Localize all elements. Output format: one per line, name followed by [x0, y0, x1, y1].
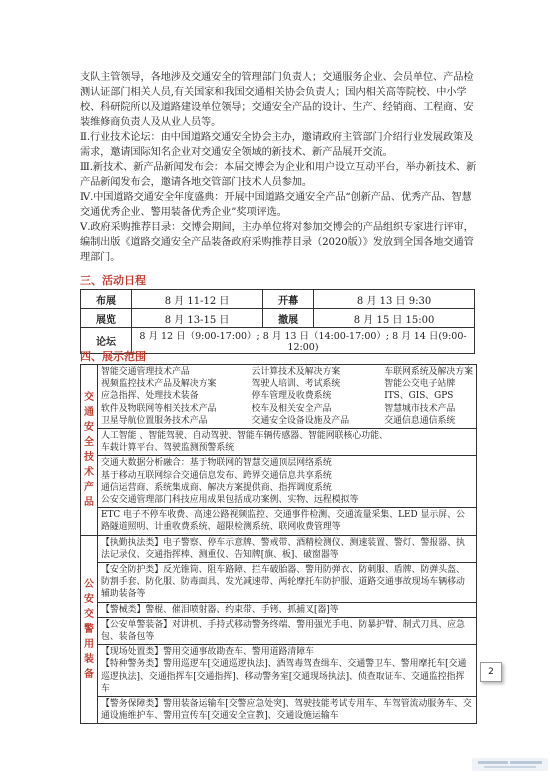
list-item: 云计算技术及解决方案 — [251, 367, 341, 377]
list-item: 视频监控技术产品及解决方案 — [101, 379, 217, 390]
list-item: 智能公交电子站牌 — [384, 379, 456, 390]
table-row — [81, 456, 477, 508]
watermark-logo — [470, 755, 550, 775]
list-column — [384, 366, 473, 427]
table-row — [81, 290, 475, 309]
table-row — [81, 617, 477, 644]
scope-line: 【特种警务类】警用巡逻车[交通巡逻执法]、酒驾毒驾查缉车、交通警卫车、警用摩托车[交通巡逻执法]、交通指挥车[交通指挥]、移动警务室[交通现场执法]、侦查取证车、交通监控指挥车 — [101, 659, 467, 694]
scope-cell: 【公安单警装备】对讲机、手持式移动警务终端、警用强光手电、防暴护臂、制式刀具、应急包、装备包等 — [98, 617, 477, 644]
schedule-value: 8 月 11-12 日 — [132, 290, 263, 309]
list-item: 智能交通管理技术产品 — [101, 367, 190, 377]
scope-cell: 【警械类】警棍、催泪喷射器、约束带、手铐、抓捕叉[器]等 — [98, 602, 477, 617]
schedule-table — [80, 289, 475, 354]
scope-cell — [98, 365, 477, 429]
list-item: 卫星导航位置服务技术产品 — [101, 415, 208, 426]
schedule-label: 布展 — [81, 290, 132, 309]
table-row — [81, 508, 477, 535]
scope-cell — [98, 456, 477, 508]
schedule-value: 8 月 15 日 15:00 — [314, 309, 475, 328]
scope-line: 基于移动互联网综合交通信息发布、跨界交通信息共享系统 — [101, 470, 332, 481]
paragraph: 支队主管领导，各地涉及交通安全的管理部门负责人；交通服务企业、会员单位、产品检测认证部门相关人员,有关国家和我国交通相关协会负责人；国内相关高等院校、中小学校、科研院所以及道路建设单位领导；交通安全产品的设计、生产、经销商、工程商、安装维修商负责人及从业人员等。 — [80, 72, 474, 128]
list-column — [252, 366, 350, 427]
page-number: 2 — [480, 662, 502, 682]
schedule-label: 展览 — [81, 309, 132, 328]
list-item: 校车及相关安全产品 — [251, 403, 332, 414]
schedule-value: 8 月 13-15 日 — [132, 309, 263, 328]
paragraph: Ⅴ.政府采购推荐目录：交博会期间，主办单位将对参加交博会的产品组织专家进行评审，编制出版《道路交通安全产品装备政府采购推荐目录（2020版）》发放到全国各地交通管理部门。 — [80, 222, 474, 263]
schedule-value: 8 月 13 日 9:30 — [314, 290, 475, 309]
section-heading-scope: 四、展示范围 — [80, 350, 146, 363]
scope-table — [80, 364, 477, 724]
list-item: 交通安全设备设施及产品 — [251, 415, 350, 426]
category-label: 交通安全技术产品 — [81, 365, 98, 536]
scope-line: 公安交通管理部门科技应用成果包括成功案例、实物、远程模拟等 — [101, 495, 359, 506]
scope-cell: ETC 电子不停车收费、高速公路视频监控、交通事件检测、交通流量采集、LED 显示屏、公路隧道照明、计重收费系统、超限检测系统、联网收费管理等 — [98, 508, 477, 535]
scope-cell — [98, 429, 477, 456]
scope-line: 通信运营商、系统集成商、解决方案提供商、指挥调度系统 — [101, 482, 332, 493]
schedule-label: 撤展 — [263, 309, 314, 328]
intro-text — [80, 70, 480, 265]
table-row — [81, 365, 477, 429]
list-item: 车联网系统及解决方案 — [384, 367, 473, 377]
list-item: 交通信息通信系统 — [384, 415, 456, 426]
list-item: 应急指挥、处理技术装备 — [101, 391, 199, 402]
table-row — [81, 309, 475, 328]
table-row — [81, 697, 477, 724]
three-column-list — [101, 366, 473, 427]
list-item: ITS、GIS、GPS — [384, 391, 454, 402]
scope-line: 车载计算平台、驾驶监测预警系统 — [101, 443, 235, 454]
table-row — [81, 535, 477, 562]
table-row — [81, 563, 477, 603]
scope-line: 人工智能 、智能驾驶、自动驾驶、智能车辆传感器、智能网联核心功能、 — [101, 431, 388, 442]
list-item: 驾驶人培训、考试系统 — [251, 379, 341, 390]
scope-cell: 【警务保障类】警用装备运输车[交警应急处突]、驾驶技能考试专用车、车驾管流动服务车、交通设施维护车、警用宣传车[交通安全宣教]、交通设施运输车 — [98, 697, 477, 724]
paragraph: Ⅲ.新技术、新产品新闻发布会：本届交博会为企业和用户设立互动平台，举办新技术、新产品新闻发布会，邀请各地交管部门技术人员参加。 — [80, 162, 477, 188]
schedule-label: 开幕 — [263, 290, 314, 309]
scope-cell: 【执勤执法类】电子警察、停车示意牌、警戒带、酒精检测仪、测速装置、警灯、警报器、执法记录仪、交通指挥棒、测重仪、告知牌[旗、板]、破窗器等 — [98, 535, 477, 562]
schedule-value: 8 月 12 日（9:00-17:00）; 8 月 13 日（14:00-17:00）; 8 月 14 日(9:00-12:00) — [132, 328, 475, 354]
paragraph: Ⅱ.行业技术论坛：由中国道路交通安全协会主办，邀请政府主管部门介绍行业发展政策及需求，邀请国际知名企业对交通安全领域的新技术、新产品展开交流。 — [80, 132, 474, 158]
scope-cell — [98, 645, 477, 697]
table-row — [81, 602, 477, 617]
list-item: 软件及物联网等相关技术产品 — [101, 403, 217, 414]
schedule-label: 论坛 — [81, 328, 132, 354]
category-label: 公安交警用装备 — [81, 535, 98, 724]
scope-cell: 【安全防护类】反光锥筒、阻车路障、拦车破胎器、警用防弹衣、防刺服、盾牌、防弹头盔、防割手套、防化服、防毒面具、发光减速带、两轮摩托车防护服、道路交通事故现场车辆移动辅助装备等 — [98, 563, 477, 603]
list-item: 停车管理及收费系统 — [251, 391, 332, 402]
table-row — [81, 429, 477, 456]
scope-line: 【现场处置类】警用交通事故勘查车、警用道路清障车 — [101, 647, 314, 658]
section-heading-schedule: 三、活动日程 — [80, 274, 146, 287]
scope-line: 交通大数据分析融合：基于物联网的智慧交通顶层网络系统 — [101, 458, 332, 469]
list-item: 智慧城市技术产品 — [384, 403, 456, 414]
list-column — [101, 366, 216, 427]
table-row — [81, 645, 477, 697]
paragraph: Ⅳ.中国道路交通安全年度盛典：开展中国道路交通安全产品“创新产品、优秀产品、智慧交通优秀企业、警用装备优秀企业”奖项评选。 — [80, 192, 472, 218]
